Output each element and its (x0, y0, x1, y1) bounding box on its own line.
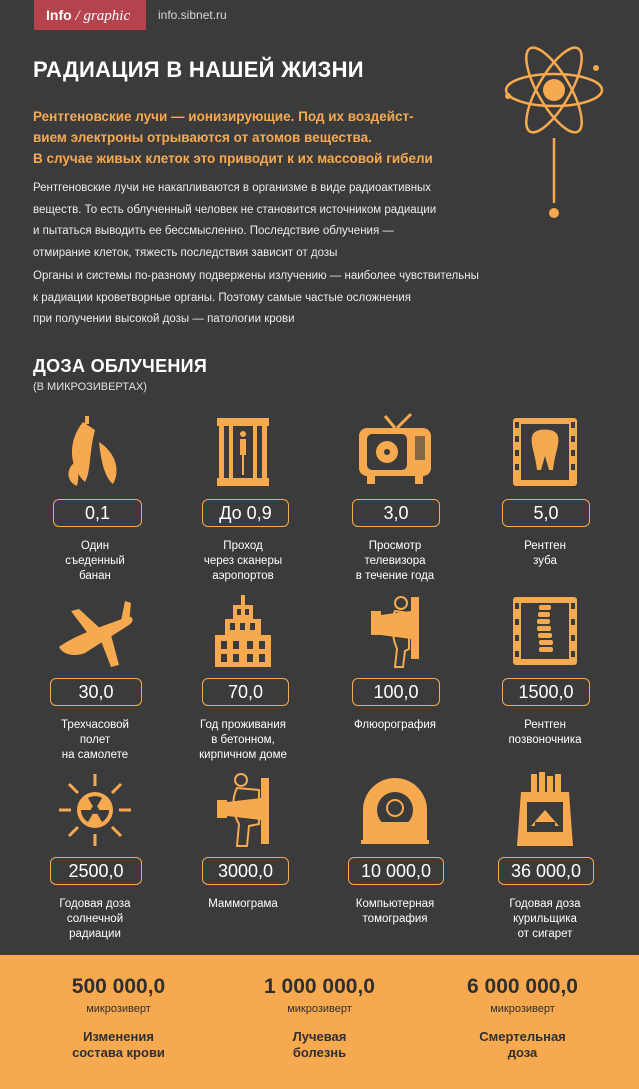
dose-item (470, 591, 620, 761)
dose-label: Рентген позвоночника (508, 719, 582, 746)
sun-radiation-icon (55, 770, 135, 850)
dose-subtitle: (В МИКРОЗИВЕРТАХ) (33, 381, 147, 393)
dose-value: 3000,0 (202, 857, 289, 885)
dose-item (168, 591, 318, 761)
threshold-value: 6 000 000,0 (467, 975, 578, 998)
threshold-effect: Лучевая болезнь (292, 1029, 347, 1060)
dose-item (470, 770, 620, 940)
dose-label: Проход через сканеры аэропортов (203, 540, 283, 582)
banana-icon (55, 412, 135, 492)
dose-value: 0,1 (53, 499, 142, 527)
dose-item (168, 412, 318, 582)
threshold-item (416, 955, 629, 1089)
dose-value: 10 000,0 (348, 857, 444, 885)
dose-label: Флюорография (354, 719, 436, 731)
dose-label: Маммограма (208, 898, 278, 910)
threshold-item (12, 955, 225, 1089)
thresholds-band (0, 955, 639, 1089)
threshold-item (213, 955, 426, 1089)
dose-value: 3,0 (352, 499, 440, 527)
threshold-unit: микрозиверт (86, 1003, 151, 1015)
dose-value: До 0,9 (202, 499, 289, 527)
dose-value: 70,0 (202, 678, 289, 706)
dose-label: Трехчасовой полет на самолете (61, 719, 129, 761)
dose-item (20, 770, 170, 940)
threshold-unit: микрозиверт (287, 1003, 352, 1015)
top-bar (0, 0, 639, 30)
dose-label: Годовая доза курильщика от сигарет (509, 898, 581, 940)
dose-item (20, 591, 170, 761)
dose-title: ДОЗА ОБЛУЧЕНИЯ (33, 356, 208, 376)
dose-item (320, 412, 470, 582)
dose-label: Год проживания в бетонном, кирпичном доме (199, 719, 287, 761)
ct-scanner-icon (355, 770, 435, 850)
fluorography-icon (355, 591, 435, 671)
airplane-icon (55, 591, 135, 671)
dose-value: 36 000,0 (498, 857, 594, 885)
dose-item (20, 412, 170, 582)
dose-label: Один съеденный банан (65, 540, 125, 582)
dose-item (168, 770, 318, 940)
dose-item (320, 770, 470, 940)
dose-value: 2500,0 (50, 857, 142, 885)
threshold-effect: Смертельная доза (479, 1029, 566, 1060)
mammography-icon (203, 770, 283, 850)
dose-value: 5,0 (502, 499, 590, 527)
dose-item (320, 591, 470, 761)
site-url[interactable]: info.sibnet.ru (158, 8, 227, 22)
dose-value: 30,0 (50, 678, 142, 706)
dose-label: Рентген зуба (524, 540, 566, 567)
threshold-effect: Изменения состава крови (72, 1029, 165, 1060)
dose-label: Просмотр телевизора в течение года (355, 540, 435, 582)
cigarettes-icon (505, 770, 585, 850)
brand-logo[interactable]: Info / graphic (34, 0, 146, 30)
dose-item (470, 412, 620, 582)
building-icon (203, 591, 283, 671)
dose-label: Годовая доза солнечной радиации (59, 898, 131, 940)
threshold-value: 1 000 000,0 (264, 975, 375, 998)
airport-scanner-icon (203, 412, 283, 492)
lead-text: Рентгеновские лучи — ионизирующие. Под их воздейст- вием электроны отрываются от атомов вещества. В случае живых клеток это приводит к их массовой гибели (33, 109, 433, 166)
tooth-xray-icon (505, 412, 585, 492)
page-title: РАДИАЦИЯ В НАШЕЙ ЖИЗНИ (33, 57, 364, 82)
paragraph-1: Рентгеновские лучи не накапливаются в организме в виде радиоактивных веществ. То есть облученный человек не становится источником радиации и пытаться выводить ее бессмысленно. Последствие облучения — отмирание клеток, тяжесть последствия зависит от дозы (33, 182, 437, 259)
spine-xray-icon (505, 591, 585, 671)
threshold-value: 500 000,0 (71, 975, 166, 998)
tv-icon (355, 412, 435, 492)
threshold-unit: микрозиверт (490, 1003, 555, 1015)
dose-value: 1500,0 (502, 678, 590, 706)
dose-label: Компьютерная томография (355, 898, 435, 925)
dose-value: 100,0 (352, 678, 440, 706)
paragraph-2: Органы и системы по-разному подвержены излучению — наиболее чувствительны к радиации кроветворные органы. Поэтому самые частые осложнения при получении высокой дозы — патологии крови (33, 270, 479, 325)
